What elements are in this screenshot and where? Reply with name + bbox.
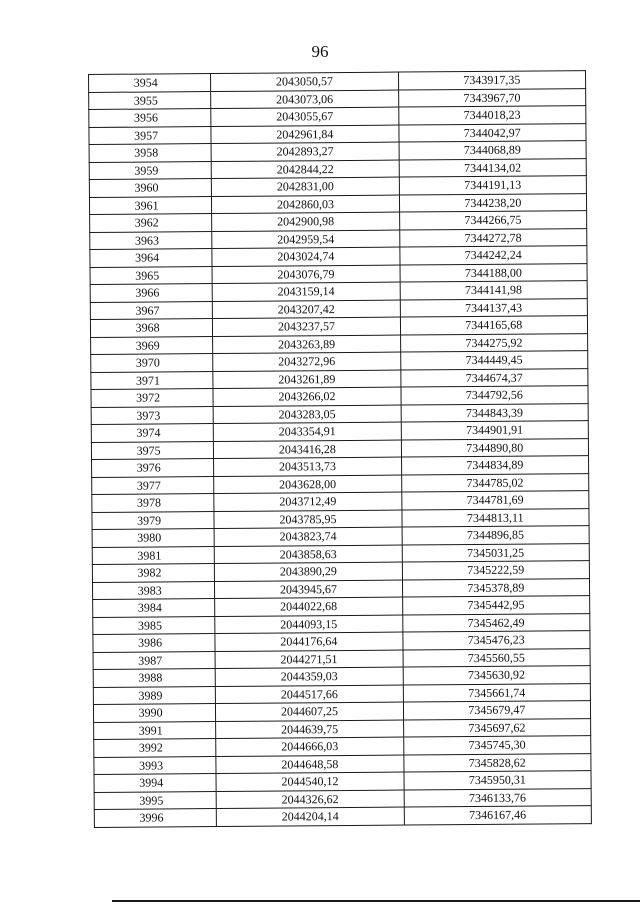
table-row — [94, 806, 591, 827]
x-coordinate-cell: 2044359,03 — [215, 667, 403, 686]
page-number: 96 — [311, 42, 329, 61]
point-number-cell: 3972 — [91, 389, 213, 407]
y-coordinate-cell: 7344191,13 — [399, 176, 587, 195]
point-number-cell: 3992 — [94, 739, 216, 757]
point-number-cell: 3962 — [90, 214, 212, 232]
x-coordinate-cell: 2042844,22 — [211, 160, 399, 179]
x-coordinate-cell: 2042860,03 — [212, 195, 400, 214]
y-coordinate-cell: 7345745,30 — [403, 736, 591, 755]
y-coordinate-cell: 7344242,24 — [399, 246, 587, 265]
point-number-cell: 3989 — [93, 686, 215, 704]
x-coordinate-cell: 2043159,14 — [212, 282, 400, 301]
y-coordinate-cell: 7344068,89 — [399, 141, 587, 160]
y-coordinate-cell: 7346133,76 — [404, 788, 592, 807]
y-coordinate-cell: 7344781,69 — [401, 491, 589, 510]
y-coordinate-cell: 7344266,75 — [399, 211, 587, 230]
y-coordinate-cell: 7345378,89 — [402, 578, 590, 597]
point-number-cell: 3988 — [93, 669, 215, 687]
x-coordinate-cell: 2044607,25 — [216, 702, 404, 721]
point-number-cell: 3963 — [90, 231, 212, 249]
x-coordinate-cell: 2043207,42 — [213, 300, 401, 319]
x-coordinate-cell: 2044204,14 — [217, 807, 405, 826]
y-coordinate-cell: 7344238,20 — [399, 193, 587, 212]
x-coordinate-cell: 2044666,03 — [216, 737, 404, 756]
coordinates-table — [88, 70, 592, 827]
point-number-cell: 3976 — [92, 459, 214, 477]
x-coordinate-cell: 2043785,95 — [214, 510, 402, 529]
y-coordinate-cell: 7344275,92 — [400, 333, 588, 352]
point-number-cell: 3964 — [90, 249, 212, 267]
y-coordinate-cell: 7344843,39 — [401, 403, 589, 422]
point-number-cell: 3959 — [89, 161, 211, 179]
y-coordinate-cell: 7345222,59 — [402, 561, 590, 580]
x-coordinate-cell: 2043283,05 — [213, 405, 401, 424]
y-coordinate-cell: 7344018,23 — [398, 106, 586, 125]
y-coordinate-cell: 7345679,47 — [403, 701, 591, 720]
x-coordinate-cell: 2042893,27 — [211, 142, 399, 161]
y-coordinate-cell: 7344901,91 — [401, 421, 589, 440]
x-coordinate-cell: 2043050,57 — [211, 72, 399, 91]
x-coordinate-cell: 2043416,28 — [214, 440, 402, 459]
point-number-cell: 3993 — [94, 756, 216, 774]
point-number-cell: 3979 — [92, 511, 214, 529]
point-number-cell: 3958 — [89, 144, 211, 162]
point-number-cell: 3965 — [90, 266, 212, 284]
x-coordinate-cell: 2042961,84 — [211, 125, 399, 144]
x-coordinate-cell: 2043073,06 — [211, 90, 399, 109]
point-number-cell: 3968 — [90, 319, 212, 337]
point-number-cell: 3961 — [89, 196, 211, 214]
x-coordinate-cell: 2043628,00 — [214, 475, 402, 494]
point-number-cell: 3969 — [91, 336, 213, 354]
x-coordinate-cell: 2043237,57 — [213, 317, 401, 336]
x-coordinate-cell: 2044540,12 — [216, 772, 404, 791]
x-coordinate-cell: 2044517,66 — [216, 685, 404, 704]
y-coordinate-cell: 7344137,43 — [400, 298, 588, 317]
y-coordinate-cell: 7344449,45 — [400, 351, 588, 370]
x-coordinate-cell: 2044648,58 — [216, 755, 404, 774]
y-coordinate-cell: 7346167,46 — [404, 806, 592, 825]
x-coordinate-cell: 2043076,79 — [212, 265, 400, 284]
y-coordinate-cell: 7344834,89 — [401, 456, 589, 475]
x-coordinate-cell: 2043712,49 — [214, 492, 402, 511]
y-coordinate-cell: 7344674,37 — [400, 368, 588, 387]
y-coordinate-cell: 7345462,49 — [402, 613, 590, 632]
y-coordinate-cell: 7344813,11 — [402, 508, 590, 527]
x-coordinate-cell: 2044022,68 — [215, 597, 403, 616]
y-coordinate-cell: 7344134,02 — [399, 158, 587, 177]
y-coordinate-cell: 7344188,00 — [400, 263, 588, 282]
x-coordinate-cell: 2043266,02 — [213, 387, 401, 406]
point-number-cell: 3980 — [92, 529, 214, 547]
point-number-cell: 3978 — [92, 494, 214, 512]
x-coordinate-cell: 2043055,67 — [211, 107, 399, 126]
y-coordinate-cell: 7344792,56 — [401, 386, 589, 405]
x-coordinate-cell: 2043024,74 — [212, 247, 400, 266]
point-number-cell: 3967 — [90, 301, 212, 319]
y-coordinate-cell: 7345442,95 — [402, 596, 590, 615]
point-number-cell: 3995 — [94, 791, 216, 809]
x-coordinate-cell: 2042831,00 — [212, 177, 400, 196]
point-number-cell: 3975 — [91, 441, 213, 459]
y-coordinate-cell: 7345697,62 — [403, 718, 591, 737]
y-coordinate-cell: 7345560,55 — [403, 648, 591, 667]
y-coordinate-cell: 7345828,62 — [403, 753, 591, 772]
coordinates-table-wrapper — [88, 70, 592, 827]
y-coordinate-cell: 7343967,70 — [398, 88, 586, 107]
point-number-cell: 3981 — [92, 546, 214, 564]
coordinates-table-body — [89, 71, 592, 827]
x-coordinate-cell: 2043513,73 — [214, 457, 402, 476]
x-coordinate-cell: 2043858,63 — [214, 545, 402, 564]
y-coordinate-cell: 7345630,92 — [403, 666, 591, 685]
x-coordinate-cell: 2043945,67 — [215, 580, 403, 599]
y-coordinate-cell: 7344896,85 — [402, 526, 590, 545]
point-number-cell: 3973 — [91, 406, 213, 424]
x-coordinate-cell: 2043261,89 — [213, 370, 401, 389]
y-coordinate-cell: 7344141,98 — [400, 281, 588, 300]
y-coordinate-cell: 7344042,97 — [399, 123, 587, 142]
point-number-cell: 3971 — [91, 371, 213, 389]
y-coordinate-cell: 7344165,68 — [400, 316, 588, 335]
y-coordinate-cell: 7345031,25 — [402, 543, 590, 562]
point-number-cell: 3982 — [92, 564, 214, 582]
x-coordinate-cell: 2043354,91 — [213, 422, 401, 441]
point-number-cell: 3966 — [90, 284, 212, 302]
point-number-cell: 3985 — [93, 616, 215, 634]
point-number-cell: 3986 — [93, 634, 215, 652]
bottom-rule — [112, 900, 640, 902]
y-coordinate-cell: 7345476,23 — [403, 631, 591, 650]
x-coordinate-cell: 2042900,98 — [212, 212, 400, 231]
x-coordinate-cell: 2044639,75 — [216, 720, 404, 739]
point-number-cell: 3984 — [93, 599, 215, 617]
point-number-cell: 3956 — [89, 109, 211, 127]
x-coordinate-cell: 2043272,96 — [213, 352, 401, 371]
point-number-cell: 3990 — [93, 704, 215, 722]
y-coordinate-cell: 7344785,02 — [401, 473, 589, 492]
point-number-cell: 3987 — [93, 651, 215, 669]
point-number-cell: 3983 — [92, 581, 214, 599]
point-number-cell: 3957 — [89, 126, 211, 144]
point-number-cell: 3977 — [92, 476, 214, 494]
point-number-cell: 3996 — [94, 809, 216, 827]
point-number-cell: 3974 — [91, 424, 213, 442]
point-number-cell: 3955 — [89, 91, 211, 109]
point-number-cell: 3994 — [94, 774, 216, 792]
x-coordinate-cell: 2044271,51 — [215, 650, 403, 669]
point-number-cell: 3991 — [94, 721, 216, 739]
point-number-cell: 3954 — [89, 74, 211, 92]
y-coordinate-cell: 7344272,78 — [399, 228, 587, 247]
x-coordinate-cell: 2042959,54 — [212, 230, 400, 249]
x-coordinate-cell: 2044326,62 — [216, 790, 404, 809]
y-coordinate-cell: 7345950,31 — [404, 771, 592, 790]
x-coordinate-cell: 2044176,64 — [215, 632, 403, 651]
x-coordinate-cell: 2043263,89 — [213, 335, 401, 354]
y-coordinate-cell: 7343917,35 — [398, 71, 586, 90]
point-number-cell: 3970 — [91, 354, 213, 372]
x-coordinate-cell: 2044093,15 — [215, 615, 403, 634]
point-number-cell: 3960 — [89, 179, 211, 197]
y-coordinate-cell: 7345661,74 — [403, 683, 591, 702]
x-coordinate-cell: 2043890,29 — [215, 562, 403, 581]
x-coordinate-cell: 2043823,74 — [214, 527, 402, 546]
y-coordinate-cell: 7344890,80 — [401, 438, 589, 457]
